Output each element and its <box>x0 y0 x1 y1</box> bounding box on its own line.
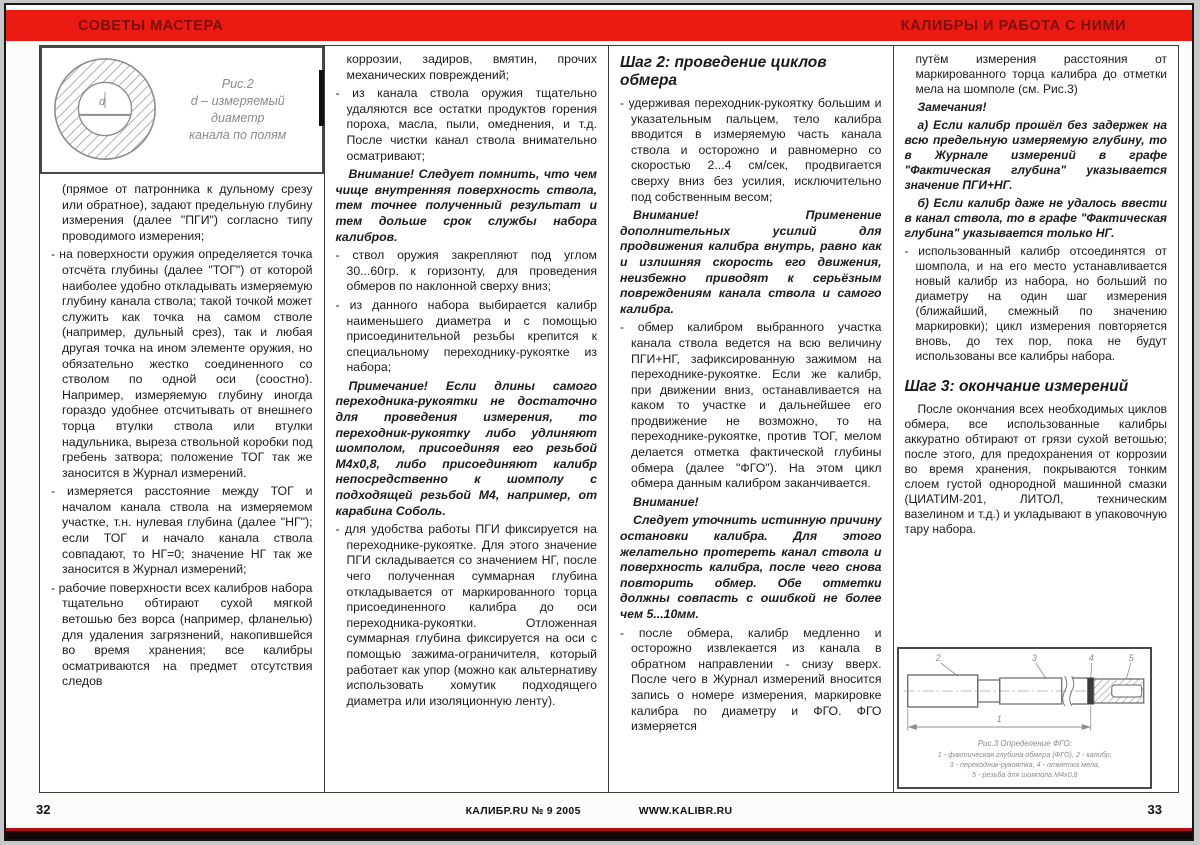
remarks-title: Замечания! <box>917 100 987 114</box>
paragraph: - измеряется расстояние между ТОГ и началом канала ствола на измеряемом участке, т.н. нулевая глубина (далее "НГ"); если ТОГ и начало канала ствола совпадают, то НГ=0; значение НГ так же заносится в Журнал измерений; <box>51 484 313 577</box>
paragraph: - для удобства работы ПГИ фиксируется на переходнике-рукоятке. Для этого значение ПГИ складывается со значением НГ, после чего полученная суммарная глубина откладывается от маркированного торца присоединенного калибра до оси переходника-рукоятки. Отложенная суммарная глубина фиксируется на оси с помощью зажима-ограничителя, который работает как упор (можно как альтернативу использовать хомутик подходящего диаметра или изоляционную ленту). <box>335 522 597 708</box>
warning-paragraph: Внимание! Следует помнить, что чем чище внутренняя поверхность ствола, тем точнее полученный результат и тем дольше срок службы набора калибров. <box>335 167 597 244</box>
figure-3-caption-line: 1 - фактическая глубина обмера (ФГО), 2 - калибр, <box>937 750 1112 759</box>
paragraph: - обмер калибром выбранного участка канала ствола ведется на всю величину ПГИ+НГ, зафиксированную зажимом на переходнике-рукоятке. Если же калибр, при движении вниз, останавливается на каком то участке и дальнейшее его продвижение не возможно, то на переходнике-рукоятке, против ТОГ, мелом делается отметка фактической глубины обмера (далее "ФГО"). На этом цикл обмера данным калибром заканчивается. <box>620 320 882 491</box>
website-url: WWW.KALIBR.RU <box>638 805 733 817</box>
footer-center <box>6 805 1192 817</box>
figure-2 <box>40 46 324 174</box>
figure-3-title: Рис.3 Определение ФГО: <box>977 739 1072 748</box>
page-number-left: 32 <box>36 802 51 817</box>
barrel-cross-section-drawing <box>46 51 164 169</box>
figure-2-caption-line: d – измеряемый диаметр <box>190 94 285 125</box>
diameter-label: d <box>99 96 106 109</box>
paragraph: - из канала ствола оружия тщательно удаляются все остатки продуктов горения пороха, масла, пыли, омеднения, и т.д. После чистки канал ствола внимательно осматривают; <box>335 86 597 163</box>
figure-2-title: Рис.2 <box>221 77 254 91</box>
header-article-title: КАЛИБРЫ И РАБОТА С НИМИ <box>900 17 1126 34</box>
page-sheet <box>4 3 1194 841</box>
paragraph: - на поверхности оружия определяется точка отсчёта глубины (далее "ТОГ") от которой наиболее удобно откладывать измеряемую глубину канала ствола; такой точкой может служить как точка на самом стволе (например, дульный срез), так и любая другая точка на ином элементе оружия, но обязательно жестко соединенного со стволом по одной оси (соостно). Например, измеряемую глубину иногда гораздо удобнее отсчитывать от внешнего торца втулки ствола или втулки надульника, выреза ствольной коробки под гребень затвора; положение ТОГ так же заносится в Журнал измерений. <box>51 247 313 480</box>
paragraph: - ствол оружия закрепляют под углом 30...60гр. к горизонту, для проведения обмеров по наклонной сверху вниз; <box>335 248 597 294</box>
warning-paragraph: Следует уточнить истинную причину остановки калибра. Для этого желательно протереть канал ствола и поверхность калибра, после чего снова повторить обмер. Обе отметки должны совпасть с ошибкой не более чем 5...10мм. <box>620 513 882 621</box>
paragraph: - после обмера, калибр медленно и осторожно извлекается из канала в обратном направлении - снизу вверх. После чего в Журнал измерений вносится запись о номере измерения, маркировке калибра по диаметру и ФГО. ФГО измеряется <box>620 625 882 734</box>
note-paragraph: Примечание! Если длины самого переходника-рукоятки не достаточно для проведения измерения, то переходник-рукоятку либо удлиняют шомполом, присоединяя его резьбой М4х0,8, либо присоединяют калибр непосредственно к шомполу с подходящей резьбой М4, например, от карабина Соболь. <box>335 378 597 518</box>
paragraph: - использованный калибр отсоединятся от шомпола, и на его место устанавливается новый калибр из набора, но больший по диаметру на один шаг измерения (ближайший, смежный по значению маркировки); цикл измерения повторяется вновь, до тех пор, пока не будут использованы все калибры набора. <box>904 244 1167 363</box>
page32-column-1 <box>40 46 325 792</box>
paragraph: путём измерения расстояния от маркированного торца калибра до отметки мела на шомполе (см. Рис.3) <box>915 52 1167 96</box>
warning-paragraph: Внимание! Применение дополнительных усилий для продвижения калибра внутрь, равно как и излишняя скорость его движения, неизбежно приводят к серьёзным повреждениям канала ствола и самого калибра. <box>620 208 882 316</box>
page-number-right: 33 <box>1147 802 1162 817</box>
caliber-rod-drawing <box>899 649 1151 787</box>
figure-3 <box>897 647 1153 789</box>
journal-name: КАЛИБР.RU № 9 2005 <box>465 805 581 817</box>
remark-paragraph: а) Если калибр прошёл без задержек на всю предельную измеряемую глубину, то в Журнале измерений в графе "Фактическая глубина" указывается значение ПГИ+НГ. <box>904 118 1167 192</box>
paragraph: После окончания всех необходимых циклов обмера, все использованные калибры аккуратно обтирают от грязи сухой ветошью; после этого, для предохранения от коррозии во время хранения, покрываются тонким слоем густой однородной машинной смазки (ЦИАТИМ-201, ЛИТОЛ, техническим вазелином и т.д.) и укладывают в упаковочную тару набора. <box>904 402 1167 536</box>
figure-2-caption <box>164 76 318 144</box>
section-heading-step3: Шаг 3: окончание измерений <box>904 378 1129 395</box>
paragraph: - рабочие поверхности всех калибров набора тщательно обтирают сухой мягкой ветошью без ворса (например, фланелью) для удаления загрязнений, накопившейся во время хранения; все калибры осматриваются на предмет отсутствия следов <box>51 580 313 689</box>
paragraph: (прямое от патронника к дульному срезу или обратное), задают предельную глубину измерения (далее "ПГИ") согласно типу проводимого измерения; <box>62 182 313 243</box>
paragraph: - из данного набора выбирается калибр наименьшего диаметра и с помощью присоединительной резьбы крепится к специальному переходнику-рукоятке из набора; <box>335 297 597 375</box>
figure-2-caption-line: канала по полям <box>189 128 287 142</box>
bottom-red-bar <box>6 828 1192 839</box>
footer <box>6 798 1192 826</box>
content-frame <box>39 45 1179 793</box>
dimension-label: 1 <box>996 714 1002 724</box>
page33-column-2 <box>894 46 1179 792</box>
warning-title: Внимание! <box>633 494 699 509</box>
paragraph: коррозии, задиров, вмятин, прочих механических повреждений; <box>346 52 597 82</box>
section-heading-step2: Шаг 2: проведение циклов обмера <box>620 54 827 89</box>
paragraph: - удерживая переходник-рукоятку большим и указательным пальцем, тело калибра вводится в измеряемую часть канала ствола и осторожно и равномерно со скоростью 2...4 см/сек, продвигается сверху вниз без усилия, исключительно под собственным весом; <box>620 96 882 204</box>
callout-label: 3 <box>1031 653 1037 663</box>
callout-label: 4 <box>1088 653 1094 663</box>
callout-label: 5 <box>1128 653 1134 663</box>
header-section-title: СОВЕТЫ МАСТЕРА <box>78 17 224 34</box>
scan-artifact-mark <box>319 70 324 126</box>
page32-column-2 <box>325 46 610 792</box>
header-red-bar <box>6 10 1192 41</box>
callout-label: 2 <box>935 653 941 663</box>
figure-3-caption-line: 5 - резьба для шомпола М4х0,8 <box>971 770 1078 779</box>
remark-paragraph: б) Если калибр даже не удалось ввести в канал ствола, то в графе "Фактическая глубина" указывается только НГ. <box>904 196 1167 240</box>
page33-column-1 <box>609 46 894 792</box>
figure-3-caption-line: 3 - переходник-рукоятка, 4 - отметка мела, <box>949 760 1100 769</box>
